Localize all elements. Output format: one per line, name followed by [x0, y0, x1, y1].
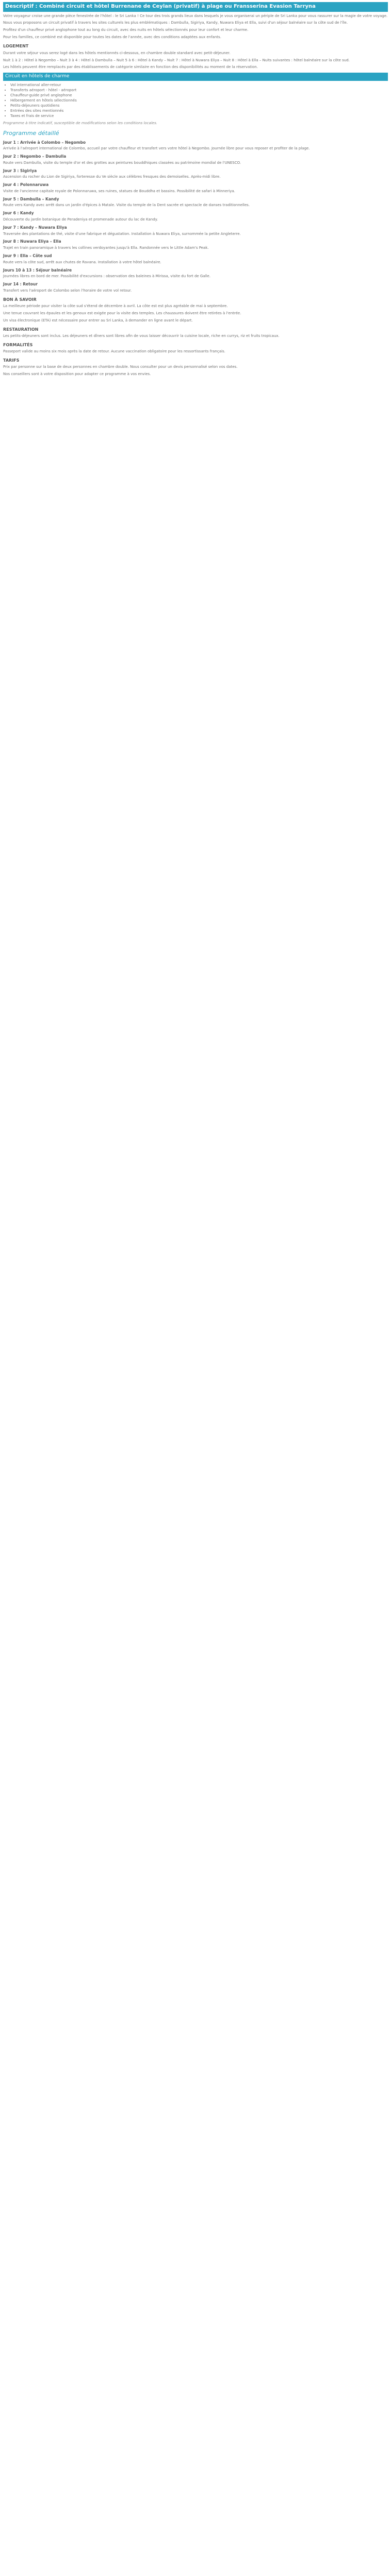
day-label: Jour 8 : Nuwara Eliya – Ella	[3, 239, 61, 244]
day-text: Journées libres en bord de mer. Possibilité d'excursions : observation des baleines à Mirissa, visite du fort de Galle.	[3, 274, 211, 279]
list-item: • Vol international aller-retour	[10, 83, 388, 88]
restauration-text: Les petits-déjeuners sont inclus. Les déjeuners et dîners sont libres afin de vous laisser découvrir la cuisine locale, riche en currys, riz et fruits tropicaux.	[3, 333, 280, 338]
list-item: • Taxes et frais de service	[10, 114, 388, 118]
day-text: Ascension du rocher du Lion de Sigiriya, forteresse du Ve siècle aux célèbres fresques des demoiselles. Après-midi libre.	[3, 175, 221, 179]
day-text: Découverte du jardin botanique de Peradeniya et promenade autour du lac de Kandy.	[3, 217, 158, 222]
day-label: Jour 3 : Sigiriya	[3, 168, 37, 173]
included-paragraph: Durant votre séjour vous serez logé dans les hôtels mentionnés ci-dessous, en chambre double standard avec petit-déjeuner.	[3, 50, 231, 55]
formalites-text: Passeport valide au moins six mois après la date de retour. Aucune vaccination obligatoire pour les ressortissants français.	[3, 349, 225, 354]
intro-paragraph: Votre voyageur croise une grande pièce fenestrée de l'hôtel : le Sri Lanka ! Ce tour des trois grands lieux dans lesquels je vous organiserai un périple de Sri Lanka pour vous rassurer sur la magie de votre voyage.	[3, 13, 388, 18]
included-title: LOGEMENT	[3, 44, 29, 49]
day-label: Jour 2 : Negombo – Dambulla	[3, 154, 67, 159]
footer-text: Nos conseillers sont à votre disposition pour adapter ce programme à vos envies.	[3, 372, 151, 377]
day-text: Visite de l'ancienne capitale royale de Polonnaruwa, ses ruines, statues de Bouddha et bassins. Possibilité de safari à Minneriya.	[3, 189, 235, 193]
day-text: Transfert vers l'aéroport de Colombo selon l'horaire de votre vol retour.	[3, 288, 132, 293]
included-list	[3, 83, 388, 118]
day-label: Jour 4 : Polonnaruwa	[3, 182, 49, 188]
page-title: Descriptif : Combiné circuit et hôtel Burrenane de Ceylan (privatif) à plage ou Fransserina Evasion Tarryna	[3, 2, 388, 12]
day-text: Trajet en train panoramique à travers les collines verdoyantes jusqu'à Ella. Randonnée vers le Little Adam's Peak.	[3, 246, 209, 250]
restauration-title: RESTAURATION	[3, 327, 39, 332]
tarifs-text: Prix par personne sur la base de deux personnes en chambre double. Nous consulter pour un devis personnalisé selon vos dates.	[3, 365, 238, 369]
day-text: Route vers Kandy avec arrêt dans un jardin d'épices à Matale. Visite du temple de la Dent sacrée et spectacle de danses traditionnelles.	[3, 203, 250, 208]
day-label: Jour 9 : Ella – Côte sud	[3, 253, 52, 258]
list-item: • Hébergement en hôtels sélectionnés	[10, 98, 388, 103]
day-label: Jour 6 : Kandy	[3, 211, 34, 216]
day-label: Jour 14 : Retour	[3, 282, 38, 287]
notes-paragraph: Un visa électronique (ETA) est nécessaire pour entrer au Sri Lanka, à demander en ligne avant le départ.	[3, 318, 193, 323]
intro-paragraph: Nous vous proposons un circuit privatif à travers les sites culturels les plus emblématiques : Dambulla, Sigiriya, Kandy, Nuwara Eliya et Ella, suivi d'un séjour balnéaire sur la côte sud de l'île.	[3, 21, 348, 25]
tarifs-title: TARIFS	[3, 358, 20, 363]
section-banner: Circuit en hôtels de charme	[3, 73, 388, 81]
program-title: Programme détaillé	[3, 129, 59, 137]
program-days	[3, 140, 388, 293]
day-text: Arrivée à l'aéroport international de Colombo, accueil par votre chauffeur et transfert vers votre hôtel à Negombo. Journée libre pour vous reposer et profiter de la plage.	[3, 146, 310, 151]
included-paragraph: Nuit 1 à 2 : Hôtel à Negombo – Nuit 3 à 4 : Hôtel à Dambulla – Nuit 5 à 6 : Hôtel à Kandy – Nuit 7 : Hôtel à Nuwara Eliya – Nuit 8 : Hôtel à Ella – Nuits suivantes : hôtel balnéaire sur la côte sud.	[3, 58, 350, 62]
notes-title: BON À SAVOIR	[3, 297, 37, 302]
list-item: • Petits-déjeuners quotidiens	[10, 104, 388, 108]
list-item: • Entrées des sites mentionnés	[10, 109, 388, 113]
program-note: Programme à titre indicatif, susceptible de modifications selon les conditions locales.	[3, 121, 157, 125]
intro-paragraph: Pour les familles, ce combiné est disponible pour toutes les dates de l'année, avec des conditions adaptées aux enfants.	[3, 35, 221, 40]
day-text: Route vers Dambulla, visite du temple d'or et des grottes aux peintures bouddhiques classées au patrimoine mondial de l'UNESCO.	[3, 160, 241, 165]
list-item: • Chauffeur-guide privé anglophone	[10, 93, 388, 98]
day-label: Jour 1 : Arrivée à Colombo – Negombo	[3, 140, 86, 145]
day-label: Jours 10 à 13 : Séjour balnéaire	[3, 267, 72, 273]
day-label: Jour 5 : Dambulla – Kandy	[3, 196, 59, 201]
page	[0, 0, 391, 377]
list-item: • Transferts aéroport - hôtel - aéroport	[10, 88, 388, 93]
formalites-title: FORMALITÉS	[3, 342, 33, 347]
day-label: Jour 7 : Kandy – Nuwara Eliya	[3, 225, 67, 230]
day-text: Route vers la côte sud, arrêt aux chutes de Ravana. Installation à votre hôtel balnéaire.	[3, 260, 161, 264]
intro-paragraph: Profitez d'un chauffeur privé anglophone tout au long du circuit, avec des nuits en hôtels sélectionnés pour leur confort et leur charme.	[3, 28, 249, 32]
intro-section	[3, 14, 388, 40]
day-text: Traversée des plantations de thé, visite d'une fabrique et dégustation. Installation à Nuwara Eliya, surnommée la petite Angleterre.	[3, 231, 241, 236]
notes-paragraph: Une tenue couvrant les épaules et les genoux est exigée pour la visite des temples. Les chaussures doivent être retirées à l'entrée.	[3, 311, 241, 315]
included-paragraph: Les hôtels peuvent être remplacés par des établissements de catégorie similaire en fonction des disponibilités au moment de la réservation.	[3, 65, 258, 70]
notes-paragraph: La meilleure période pour visiter la côte sud s'étend de décembre à avril. La côte est est plus agréable de mai à septembre.	[3, 303, 228, 308]
